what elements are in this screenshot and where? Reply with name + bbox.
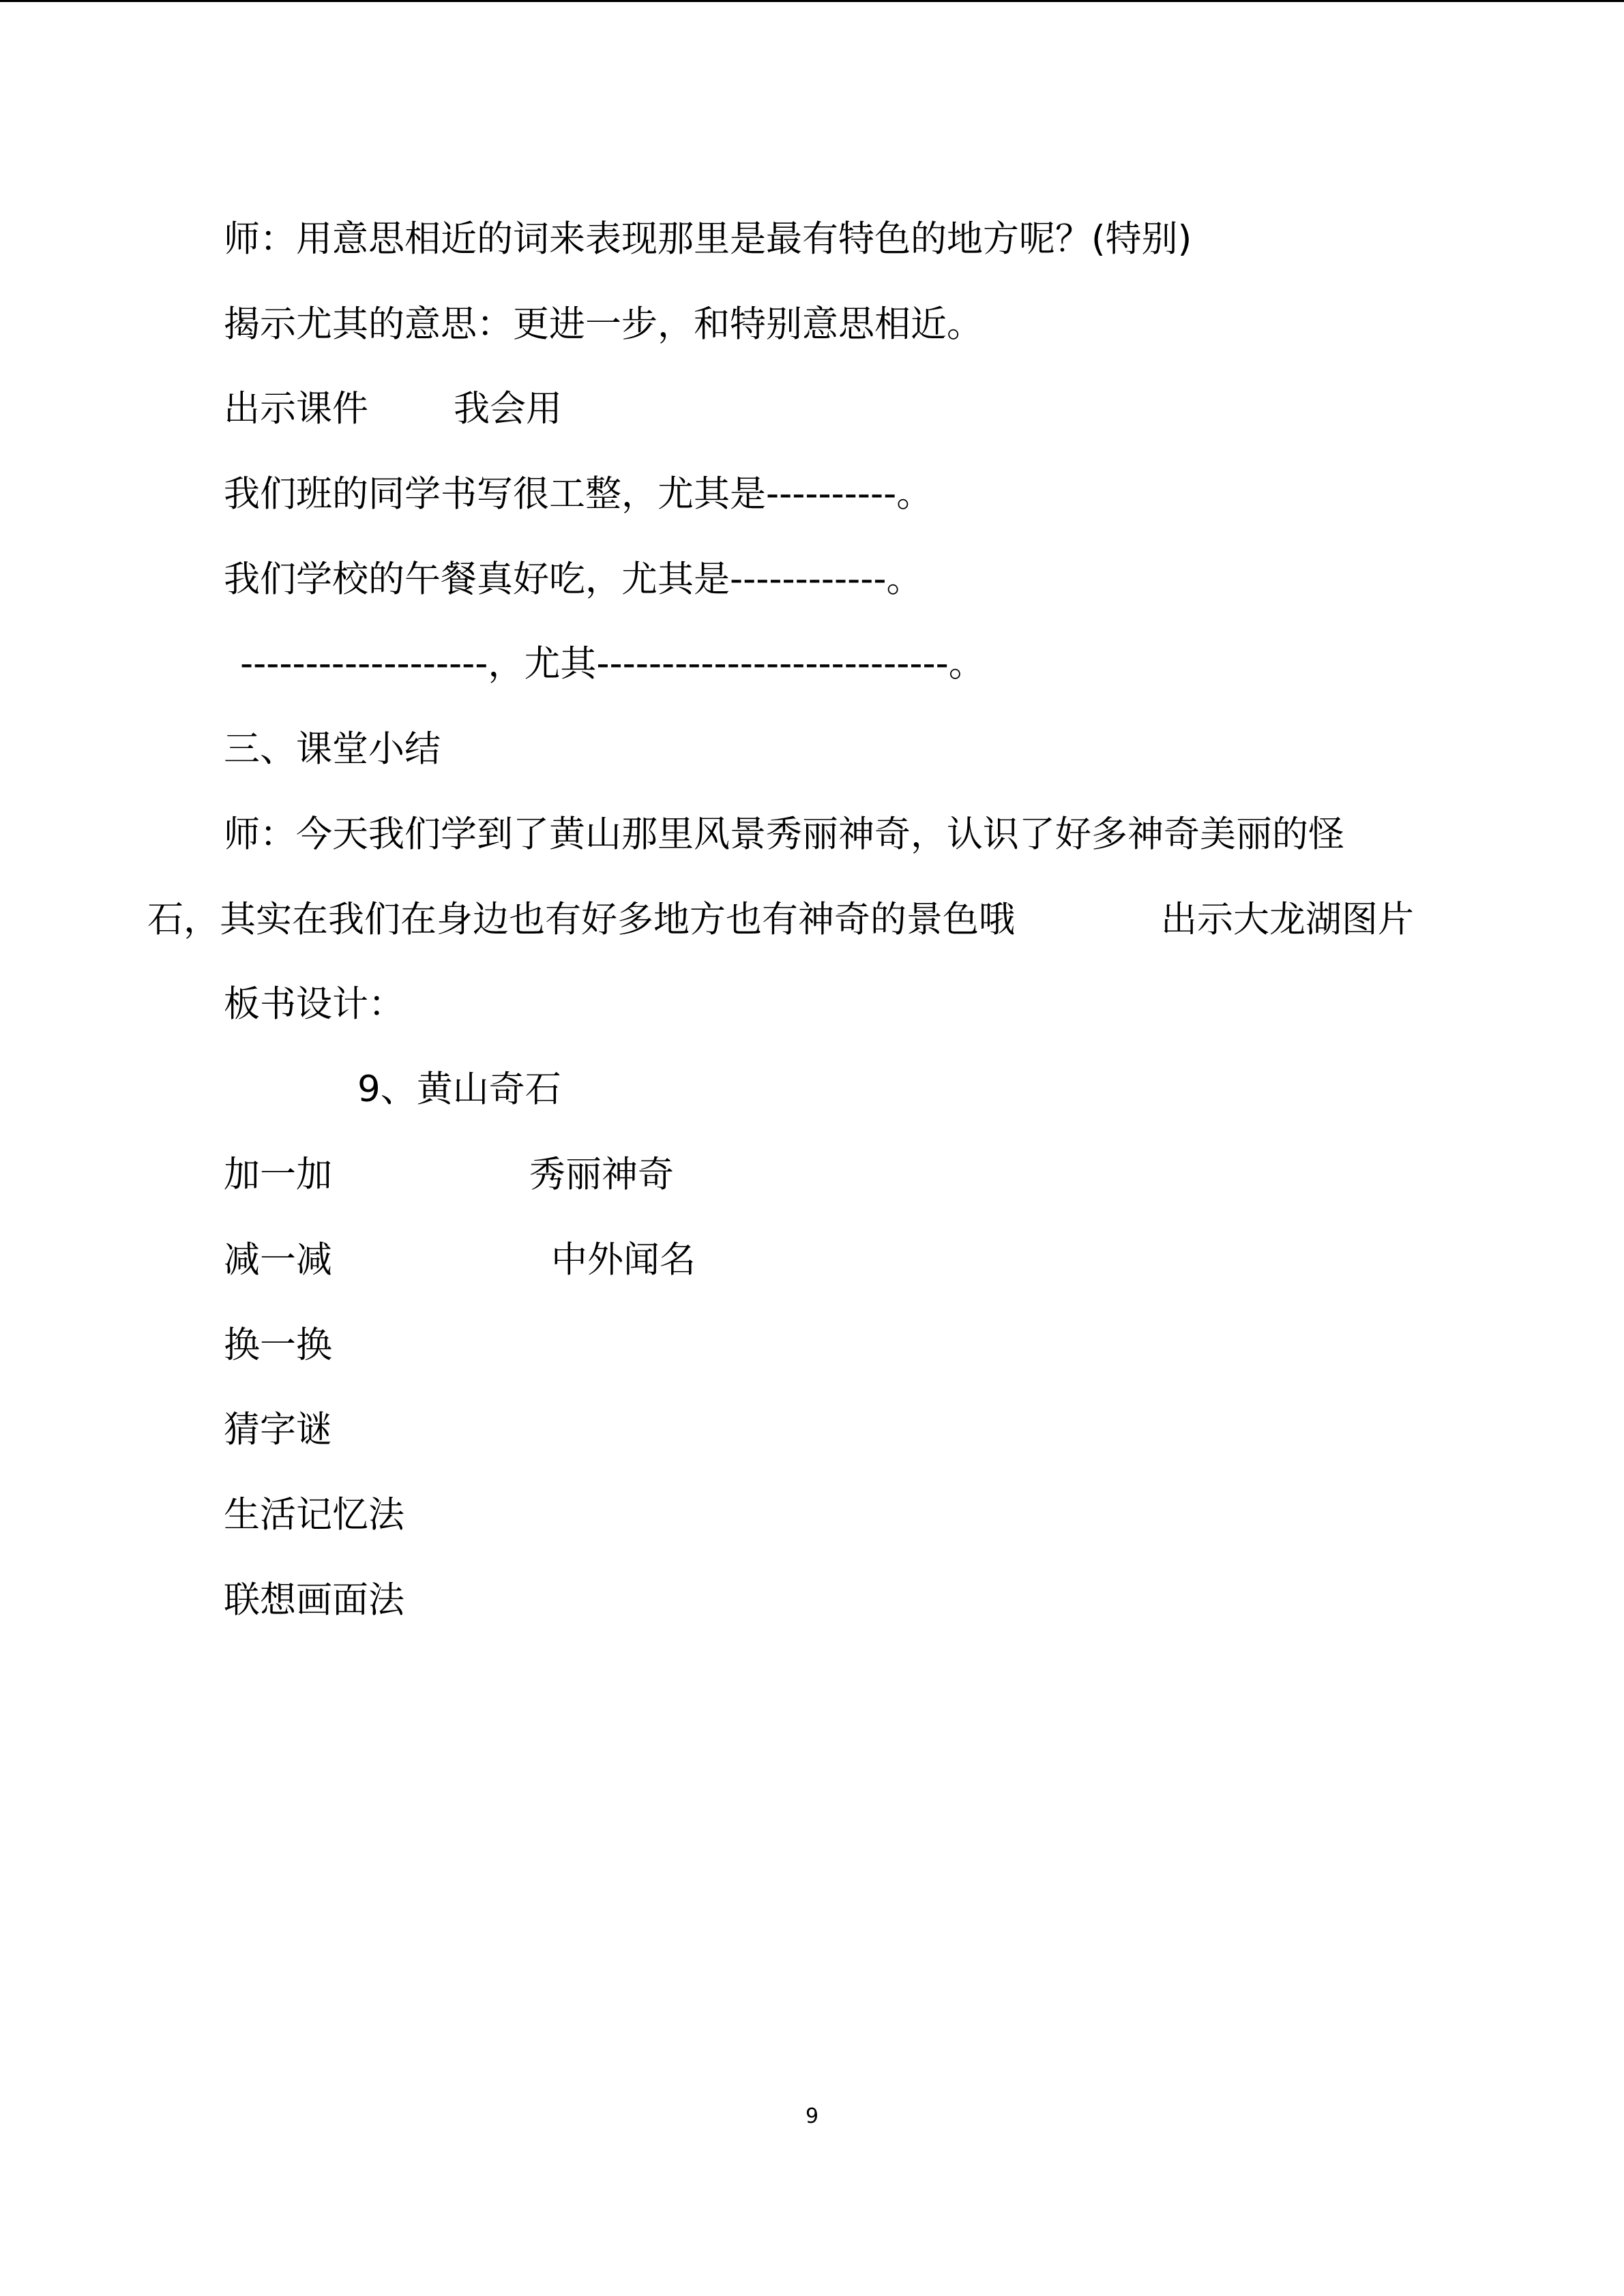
exercise-sentence-1: 我们班的同学书写很工整，尤其是----------。 xyxy=(224,473,933,515)
paragraph-meaning-explanation: 揭示尤其的意思：更进一步，和特别意思相近。 xyxy=(224,303,983,345)
board-item-riddle: 猜字谜 xyxy=(224,1409,332,1450)
exercise-sentence-3: -------------------，尤其---------------------------。 xyxy=(240,643,985,685)
paragraph-i-can-use: 我会用 xyxy=(454,388,562,430)
paragraph-show-picture: 出示大龙湖图片 xyxy=(1161,899,1414,940)
board-item-famous: 中外闻名 xyxy=(551,1239,696,1281)
board-item-beautiful: 秀丽神奇 xyxy=(529,1154,674,1195)
page-number: 9 xyxy=(805,2104,819,2128)
paragraph-summary-line-1: 师：今天我们学到了黄山那里风景秀丽神奇，认识了好多神奇美丽的怪 xyxy=(224,814,1344,855)
board-title: 9、黄山奇石 xyxy=(357,1069,561,1110)
exercise-sentence-2: 我们学校的午餐真好吃，尤其是------------。 xyxy=(224,558,923,600)
board-design-heading: 板书设计： xyxy=(224,983,404,1025)
board-item-life-memory: 生活记忆法 xyxy=(224,1494,404,1536)
board-item-subtract: 减一减 xyxy=(224,1239,332,1281)
section-heading-summary: 三、课堂小结 xyxy=(224,728,441,770)
page-top-border xyxy=(0,0,1624,2)
board-item-imagination: 联想画面法 xyxy=(224,1579,404,1621)
paragraph-show-courseware: 出示课件 xyxy=(224,388,368,430)
board-item-add: 加一加 xyxy=(224,1154,332,1195)
paragraph-teacher-question: 师：用意思相近的词来表现那里是最有特色的地方呢？(特别) xyxy=(224,218,1192,260)
paragraph-summary-line-2: 石，其实在我们在身边也有好多地方也有神奇的景色哦 xyxy=(147,899,1015,940)
board-item-swap: 换一换 xyxy=(224,1324,332,1366)
